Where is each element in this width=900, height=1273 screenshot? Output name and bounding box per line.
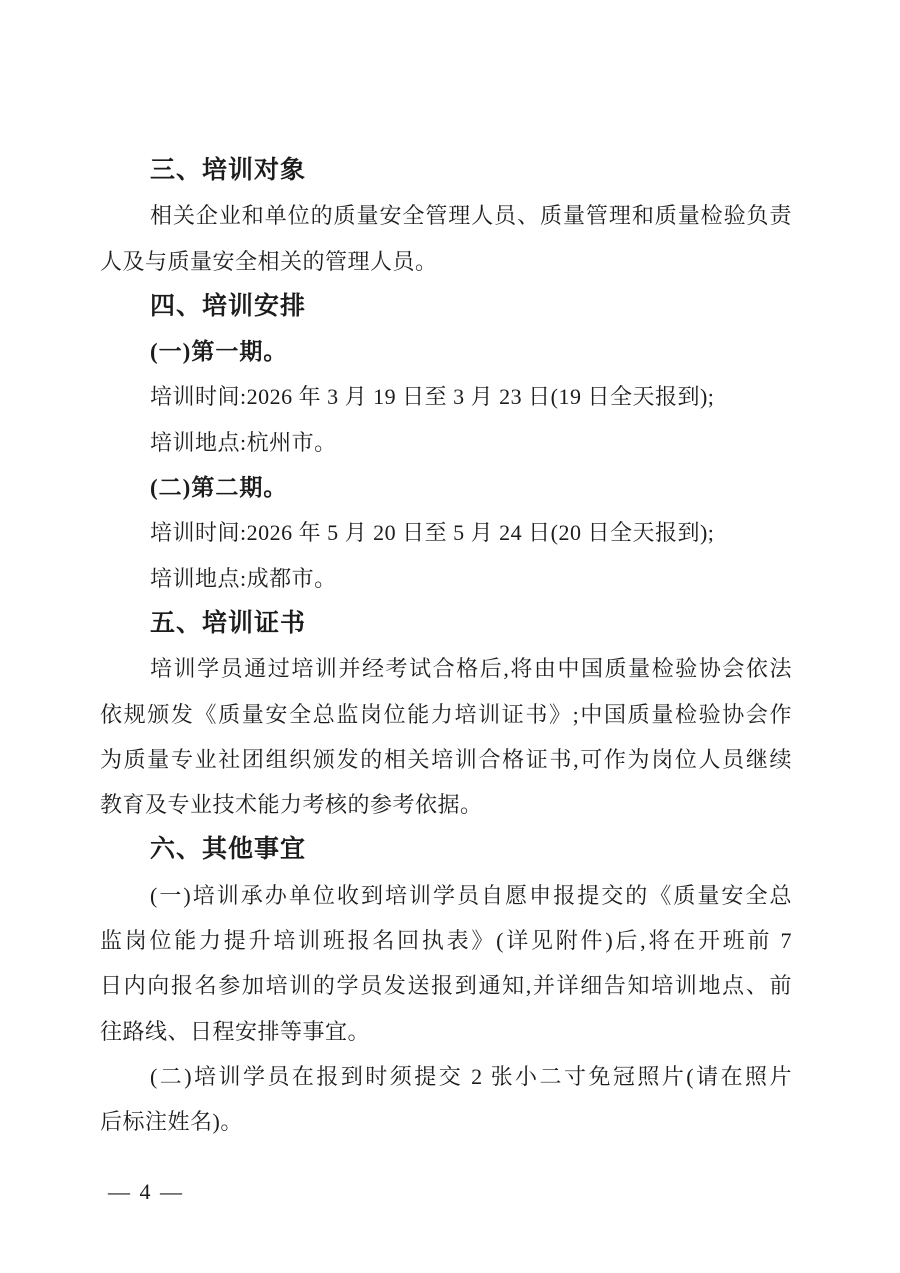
body-line: (二)培训学员在报到时须提交 2 张小二寸免冠照片(请在照片 (150, 1063, 792, 1089)
body-line: 后标注姓名)。 (100, 1109, 243, 1135)
body-line: 教育及专业技术能力考核的参考依据。 (100, 792, 483, 818)
body-line: 日内向报名参加培训的学员发送报到通知,并详细告知培训地点、前 (100, 973, 792, 999)
body-line: 相关企业和单位的质量安全管理人员、质量管理和质量检验负责 (150, 203, 792, 229)
session-2-location-line: 培训地点:成都市。 (150, 565, 337, 591)
subheading-session-2: (二)第二期。 (150, 475, 288, 501)
session-1-time-line: 培训时间:2026 年 3 月 19 日至 3 月 23 日(19 日全天报到); (150, 384, 715, 410)
section-heading-training-schedule: 四、培训安排 (150, 291, 307, 320)
section-heading-other-matters: 六、其他事宜 (150, 835, 307, 864)
body-line: 人及与质量安全相关的管理人员。 (100, 248, 438, 274)
body-line: 为质量专业社团组织颁发的相关培训合格证书,可作为岗位人员继续 (100, 746, 792, 772)
body-line: 监岗位能力提升培训班报名回执表》(详见附件)后,将在开班前 7 (100, 928, 792, 954)
section-heading-training-certificate: 五、培训证书 (150, 608, 307, 637)
page-number: — 4 — (108, 1179, 184, 1204)
body-line: 往路线、日程安排等事宜。 (100, 1018, 371, 1044)
session-2-time-line: 培训时间:2026 年 5 月 20 日至 5 月 24 日(20 日全天报到); (150, 520, 715, 546)
session-1-location-line: 培训地点:杭州市。 (150, 429, 337, 455)
body-line: 培训学员通过培训并经考试合格后,将由中国质量检验协会依法 (150, 656, 792, 682)
body-line: 依规颁发《质量安全总监岗位能力培训证书》;中国质量检验协会作 (100, 701, 792, 727)
body-line: (一)培训承办单位收到培训学员自愿申报提交的《质量安全总 (150, 882, 792, 908)
section-heading-training-audience: 三、培训对象 (150, 156, 307, 184)
document-body (100, 148, 792, 1145)
subheading-session-1: (一)第一期。 (150, 339, 288, 365)
